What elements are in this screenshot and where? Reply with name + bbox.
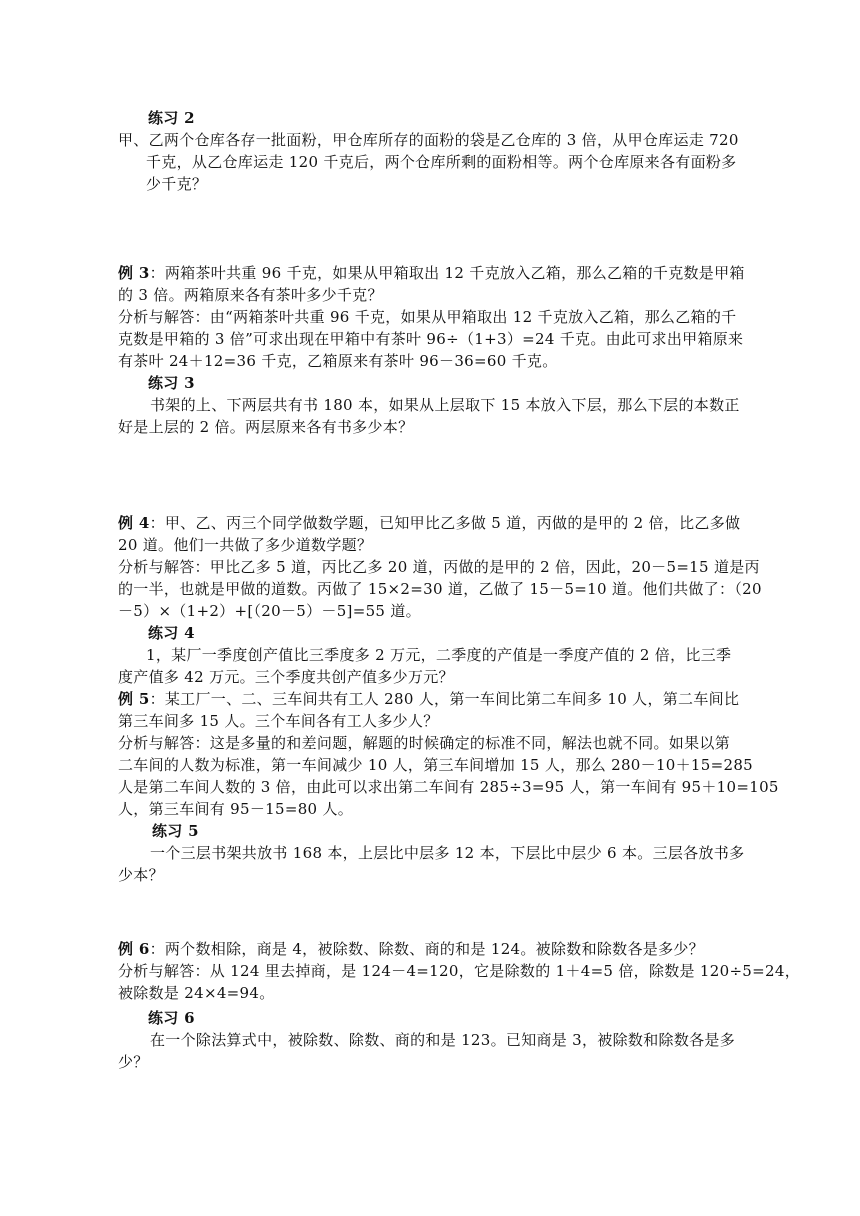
- example-4-line-1: [118, 512, 750, 534]
- practice-6-line-2: 少？: [118, 1053, 149, 1071]
- practice-4-line-1: 1，某厂一季度创产值比三季度多 2 万元，二季度的产值是一季度产值的 2 倍，比三季: [146, 646, 732, 664]
- practice-6-heading: 练习 6: [148, 1009, 195, 1027]
- example-3-analysis-2: 克数是甲箱的 3 倍”可求出现在甲箱中有茶叶 96÷（1+3）=24 千克。由此可求出甲箱原来: [118, 330, 744, 348]
- practice-6-section: [118, 1007, 750, 1073]
- example-3-label: 例 3: [118, 264, 150, 282]
- practice-2-section: [118, 107, 750, 195]
- practice-6-line-1: 在一个除法算式中，被除数、除数、商的和是 123。已知商是 3，被除数和除数各是多: [150, 1031, 736, 1049]
- example-5-analysis-3: 人是第二车间人数的 3 倍，由此可以求出第二车间有 285÷3=95 人，第一车间有 95＋10=105: [118, 778, 779, 796]
- practice-3-section: [118, 372, 750, 438]
- practice-3-line-1: 书架的上、下两层共有书 180 本，如果从上层取下 15 本放入下层，那么下层的本数正: [150, 396, 740, 414]
- example-3-question-start: ：两箱茶叶共重 96 千克，如果从甲箱取出 12 千克放入乙箱，那么乙箱的千克数是甲箱: [149, 264, 745, 282]
- practice-4-section: [118, 622, 750, 688]
- example-4-analysis-1: 分析与解答：甲比乙多 5 道，丙比乙多 20 道，丙做的是甲的 2 倍，因此，20－5=15 道是丙: [118, 558, 760, 576]
- practice-5-heading: 练习 5: [152, 822, 199, 840]
- practice-5-line-2: 少本？: [118, 866, 164, 884]
- example-5-analysis-4: 人，第三车间有 95－15=80 人。: [118, 800, 354, 818]
- practice-2-line-3: 少千克？: [146, 175, 208, 193]
- example-5-analysis-2: 二车间的人数为标准，第一车间减少 10 人，第三车间增加 15 人，那么 280－10＋15=285: [118, 756, 754, 774]
- example-4-question-start: ：甲、乙、丙三个同学做数学题，已知甲比乙多做 5 道，丙做的是甲的 2 倍，比乙多做: [149, 514, 741, 532]
- example-3-line-2: 的 3 倍。两箱原来各有茶叶多少千克？: [118, 286, 383, 304]
- practice-5-line-1: 一个三层书架共放书 168 本，上层比中层多 12 本，下层比中层少 6 本。三层各放书多: [150, 844, 745, 862]
- practice-5-section: [118, 820, 750, 886]
- example-5-question-start: ：某工厂一、二、三车间共有工人 280 人，第一车间比第二车间多 10 人，第二车间比: [149, 690, 740, 708]
- practice-2-line-2: 千克，从乙仓库运走 120 千克后，两个仓库所剩的面粉相等。两个仓库原来各有面粉多: [146, 153, 737, 171]
- example-3-analysis-1: 分析与解答：由“两箱茶叶共重 96 千克，如果从甲箱取出 12 千克放入乙箱，那么乙箱的千: [118, 308, 737, 326]
- example-5-analysis-1: 分析与解答：这是多量的和差问题，解题的时候确定的标准不同，解法也就不同。如果以第: [118, 734, 731, 752]
- example-4-analysis-3: －5）×（1+2）+[（20－5）－5]=55 道。: [118, 602, 421, 620]
- example-5-label: 例 5: [118, 690, 150, 708]
- practice-2-heading: 练习 2: [148, 109, 195, 127]
- example-4-line-2: 20 道。他们一共做了多少道数学题？: [118, 536, 373, 554]
- example-6-section: [118, 938, 801, 1004]
- example-6-question: ：两个数相除，商是 4，被除数、除数、商的和是 124。被除数和除数各是多少？: [149, 940, 704, 958]
- practice-4-line-2: 度产值多 42 万元。三个季度共创产值多少万元？: [118, 668, 454, 686]
- example-5-section: [118, 688, 779, 820]
- example-4-label: 例 4: [118, 514, 150, 532]
- example-6-label: 例 6: [118, 940, 150, 958]
- example-6-analysis-1: 分析与解答：从 124 里去掉商，是 124－4=120，它是除数的 1＋4=5 倍，除数是 120÷5=24，: [118, 962, 801, 980]
- example-5-line-2: 第三车间多 15 人。三个车间各有工人多少人？: [118, 712, 439, 730]
- example-3-line-1: [118, 262, 750, 284]
- example-5-line-1: [118, 688, 750, 710]
- example-3-analysis-3: 有茶叶 24＋12=36 千克，乙箱原来有茶叶 96－36=60 千克。: [118, 352, 558, 370]
- example-4-analysis-2: 的一半，也就是甲做的道数。丙做了 15×2=30 道，乙做了 15－5=10 道。他们共做了：（20: [118, 580, 762, 598]
- example-6-analysis-2: 被除数是 24×4=94。: [118, 984, 275, 1002]
- example-3-section: [118, 262, 750, 372]
- practice-3-line-2: 好是上层的 2 倍。两层原来各有书多少本？: [118, 418, 414, 436]
- example-6-line-1: [118, 938, 750, 960]
- practice-4-heading: 练习 4: [148, 624, 195, 642]
- example-4-section: [118, 512, 762, 622]
- practice-3-heading: 练习 3: [148, 374, 195, 392]
- practice-2-line-1: 甲、乙两个仓库各存一批面粉，甲仓库所存的面粉的袋是乙仓库的 3 倍，从甲仓库运走 720: [118, 131, 739, 149]
